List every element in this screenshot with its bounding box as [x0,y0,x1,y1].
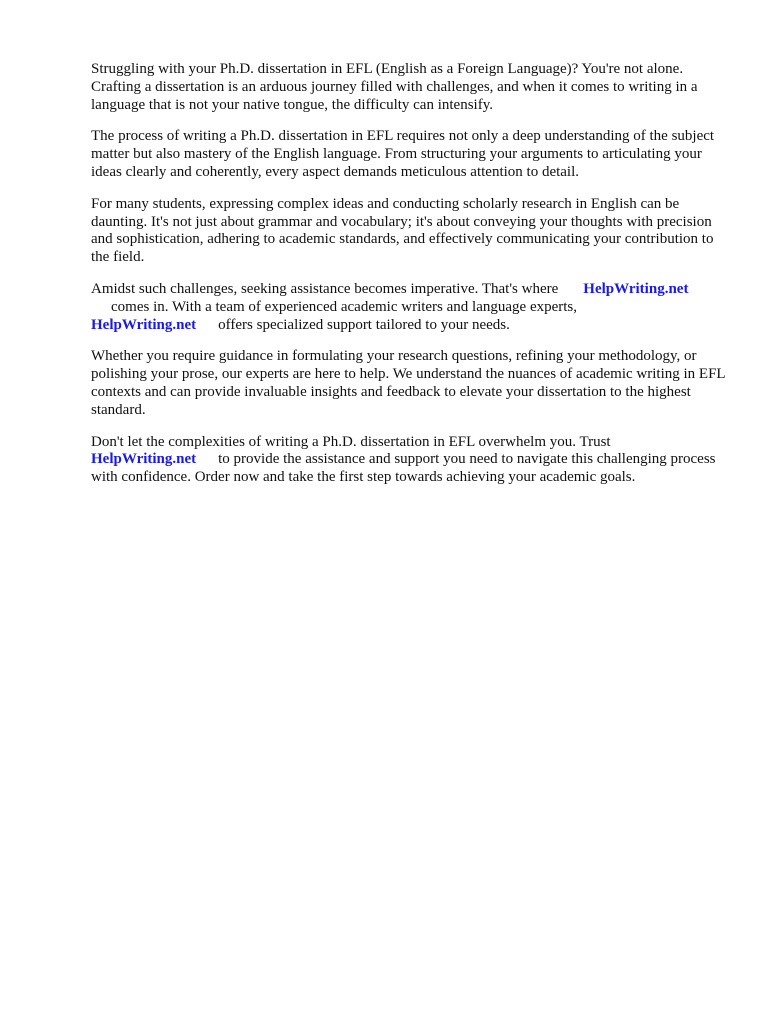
document-body [91,61,731,501]
paragraph-assistance [91,281,731,334]
helpwriting-link-1[interactable]: HelpWriting.net [583,280,689,297]
paragraph-process: The process of writing a Ph.D. dissertation in EFL requires not only a deep understanding of the subject matter but also mastery of the English language. From structuring your arguments to articulating your ideas clearly and coherently, every aspect demands meticulous attention to detail. [91,128,715,180]
paragraph-guidance: Whether you require guidance in formulating your research questions, refining your methodology, or polishing your prose, our experts are here to help. We understand the nuances of academic writing in EFL contexts and can provide invaluable insights and feedback to elevate your dissertation to the highest standard. [91,348,726,418]
paragraph-assistance-text-1: Amidst such challenges, seeking assistance becomes imperative. That's where [91,280,559,297]
paragraph-challenges: For many students, expressing complex ideas and conducting scholarly research in English can be daunting. It's not just about grammar and vocabulary; it's about conveying your thoughts with precision and sophistication, adhering to academic standards, and effectively communicating your contribution to the field. [91,195,714,266]
paragraph-assistance-text-2: comes in. With a team of experienced academic writers and language experts, [111,298,578,315]
helpwriting-link-2[interactable]: HelpWriting.net [91,316,197,333]
helpwriting-link-3[interactable]: HelpWriting.net [91,451,197,468]
paragraph-intro: Struggling with your Ph.D. dissertation in EFL (English as a Foreign Language)? You're not alone. Crafting a dissertation is an arduous journey filled with challenges, and when it comes to writing in a language that is not your native tongue, the difficulty can intensify. [91,61,698,113]
paragraph-assistance-text-3: offers specialized support tailored to your needs. [218,316,510,333]
paragraph-cta-text-2: to provide the assistance and support you need to navigate this challenging process with confidence. Order now and take the first step towards achieving your academic goals. [91,451,716,486]
paragraph-cta-text-1: Don't let the complexities of writing a Ph.D. dissertation in EFL overwhelm you. Trust [91,433,611,450]
paragraph-call-to-action [91,434,731,487]
